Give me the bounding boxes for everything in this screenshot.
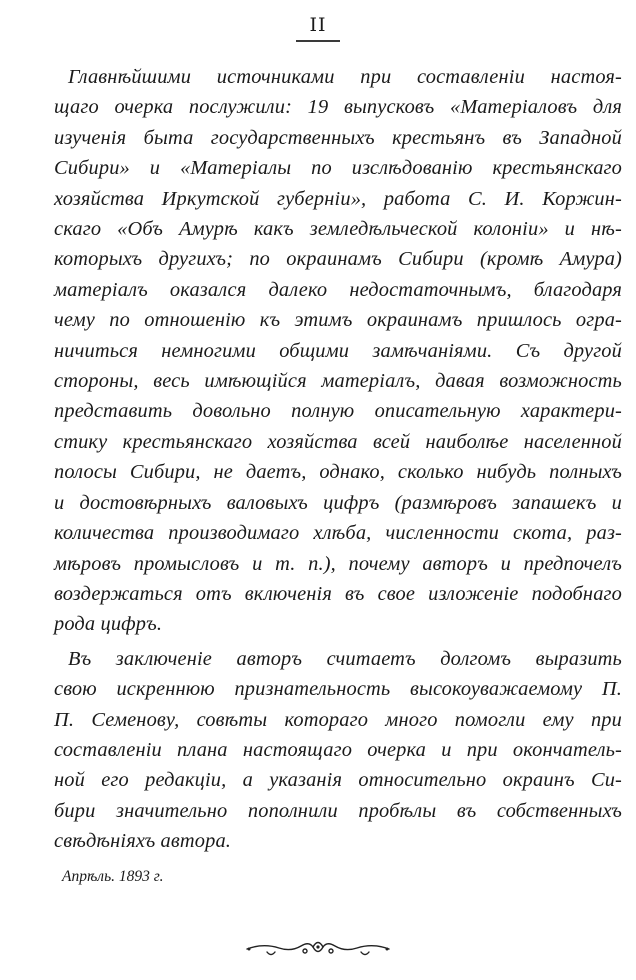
text-line: матеріалъ оказался далеко недостаточнымъ, благодаря <box>54 278 622 301</box>
text-line: изученія быта государственныхъ крестьянъ въ Западной <box>54 126 622 149</box>
text-line: чему по отношенію къ этимъ окраинамъ пришлось огра- <box>54 309 622 332</box>
text-line: стику крестьянскаго хозяйства всей наиболѣе населенной <box>54 430 622 453</box>
body-text <box>54 62 622 857</box>
text-line: полосы Сибири, не даетъ, однако, сколько нибудь полныхъ <box>54 461 622 484</box>
text-line: рода цифръ. <box>54 613 163 636</box>
text-line: и достовѣрныхъ валовыхъ цифръ (размѣровъ запашекъ и <box>54 491 622 514</box>
text-line: ничиться немногими общими замѣчаніями. Съ другой <box>54 339 622 362</box>
date-line: Апрѣль. 1893 г. <box>62 868 164 885</box>
paragraph-sources <box>54 62 622 640</box>
text-line: свѣдѣніяхъ автора. <box>54 830 232 853</box>
text-line: ной его редакціи, а указанія относительно окраинъ Си- <box>54 769 622 792</box>
text-line: П. Семенову, совѣты котораго много помогли ему при <box>54 708 622 731</box>
ornament-icon <box>243 934 393 960</box>
text-line: скаго «Объ Амурѣ какъ земледѣльческой колоніи» и нѣ- <box>54 218 622 241</box>
text-line: щаго очерка послужили: 19 выпусковъ «Матеріаловъ для <box>54 96 622 119</box>
page-number: II <box>309 14 327 36</box>
text-line: хозяйства Иркутской губерніи», работа С. И. Коржин- <box>54 187 622 210</box>
text-line: воздержаться отъ включенія въ свое изложеніе подобнаго <box>54 582 622 605</box>
text-line: свою искреннюю признательность высокоуважаемому П. <box>54 678 622 701</box>
text-line: количества производимаго хлѣба, численности скота, раз- <box>54 522 622 545</box>
paragraph-acknowledgement <box>54 644 622 857</box>
text-line: составленіи плана настоящаго очерка и при окончатель- <box>54 738 622 761</box>
text-line: которыхъ другихъ; по окраинамъ Сибири (кромѣ Амура) <box>54 248 622 271</box>
header-rule <box>296 40 340 42</box>
text-line: Въ заключеніе авторъ считаетъ долгомъ выразить <box>68 647 622 670</box>
text-line: мѣровъ промысловъ и т. п.), почему авторъ и предпочелъ <box>54 552 622 575</box>
text-line: бири значительно пополнили пробѣлы въ собственныхъ <box>54 799 622 822</box>
text-line: Главнѣйшими источниками при составленіи настоя- <box>68 66 622 88</box>
text-line: стороны, весь имѣющійся матеріалъ, давая возможность <box>54 370 622 393</box>
text-line: Сибири» и «Матеріалы по изслѣдованію крестьянскаго <box>54 157 622 180</box>
text-line: представить довольно полную описательную характери- <box>54 400 622 423</box>
